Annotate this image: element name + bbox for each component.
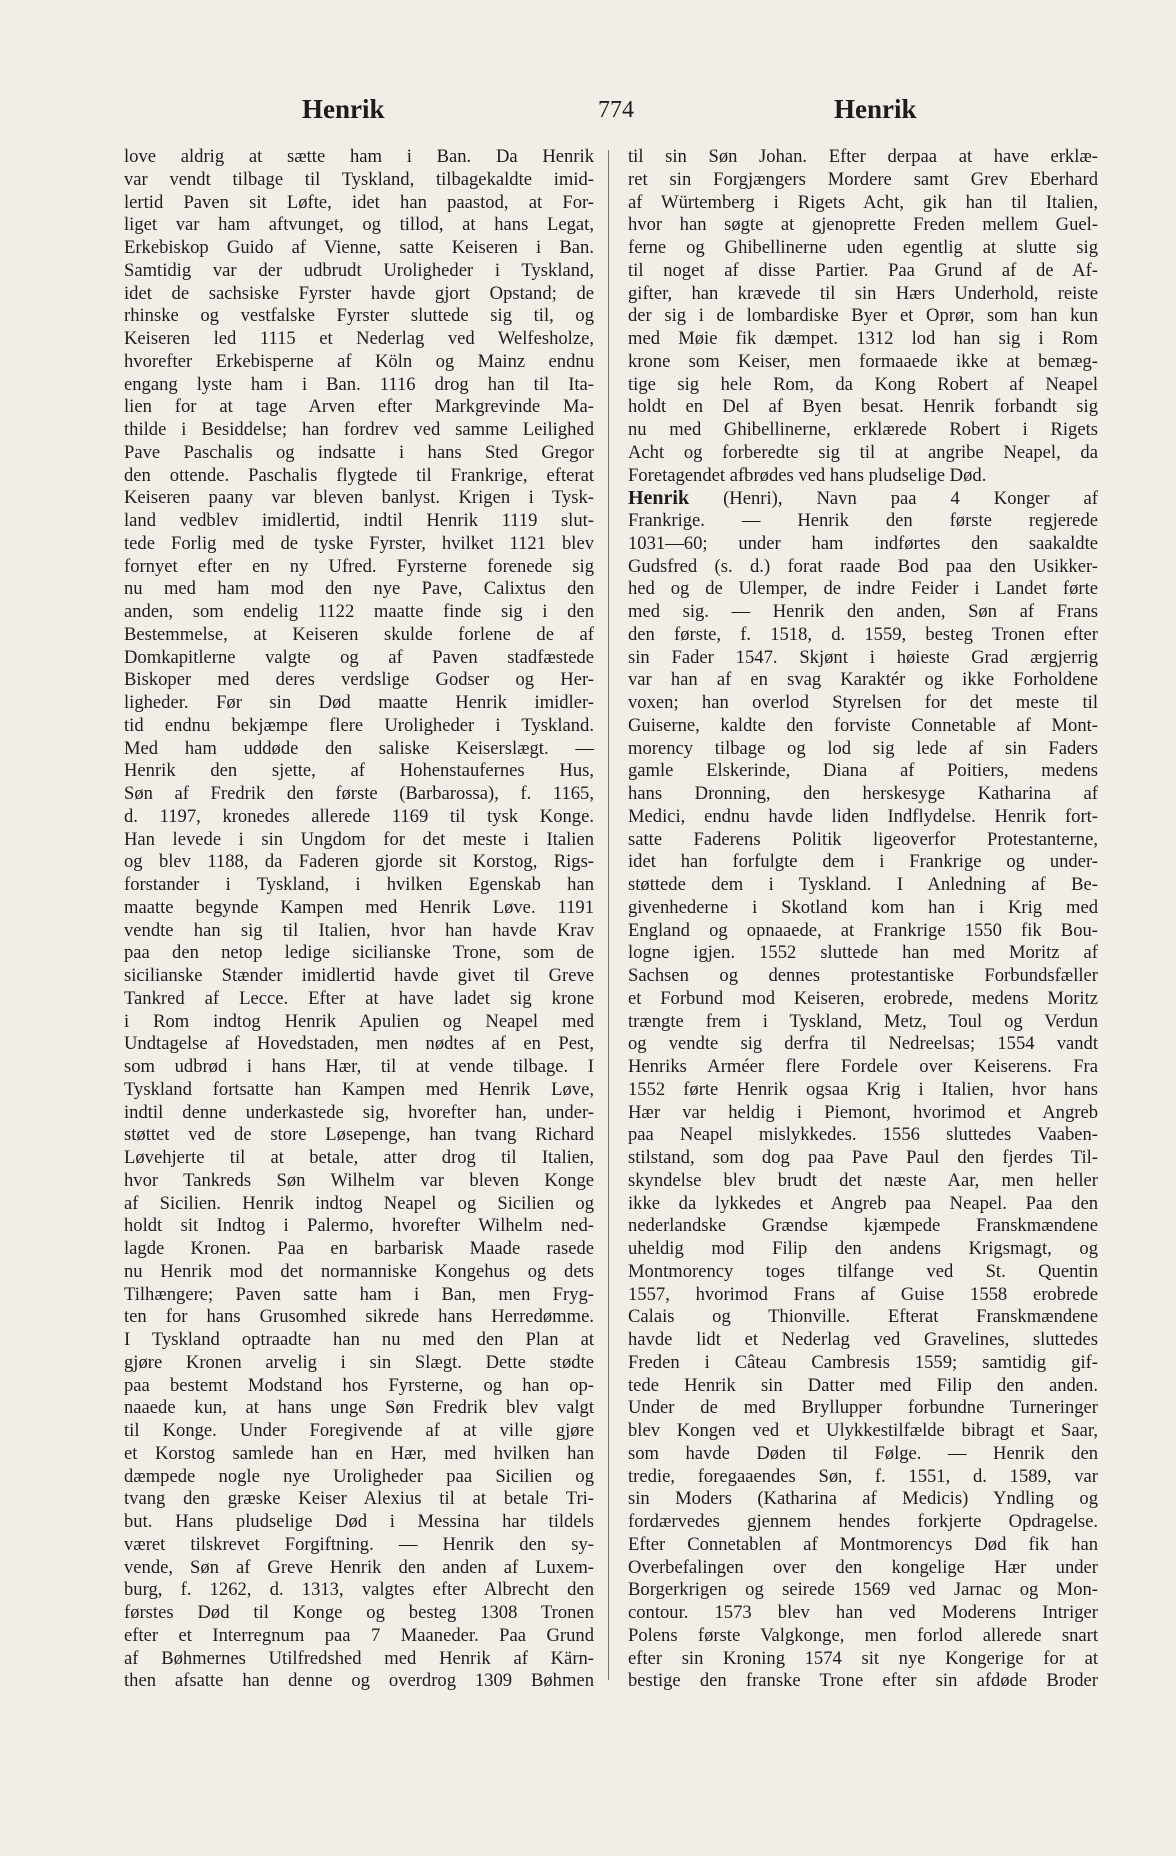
text-line: givenhederne i Skotland kom han i Krig med: [628, 896, 1098, 918]
text-line: førstes Død til Konge og besteg 1308 Tronen: [124, 1602, 594, 1623]
text-line: støttet ved de store Løsepenge, han tvang Richard: [124, 1124, 594, 1146]
text-line: Undtagelse af Hovedstaden, men nødtes af en Pest,: [124, 1033, 594, 1055]
text-line: holdt en Del af Byen besat. Henrik forbandt sig: [628, 396, 1098, 418]
text-line: et Korstog samlede han en Hær, med hvilken han: [124, 1442, 594, 1464]
text-line: I Tyskland optraadte han nu med den Plan at: [124, 1329, 594, 1350]
text-line: but. Hans pludselige Død i Messina har tildels: [124, 1511, 594, 1532]
text-line: sin Fader 1547. Skjønt i høieste Grad ærgjerrig: [628, 646, 1098, 668]
text-column-left: [124, 146, 594, 1693]
text-line: gamle Elskerinde, Diana af Poitiers, medens: [628, 760, 1098, 782]
text-line: ferne og Ghibellinerne uden egentlig at slutte sig: [628, 237, 1098, 258]
text-line: Guiserne, kaldte den forviste Connetable af Mont-: [628, 714, 1098, 736]
text-line: blev Kongen ved et Ulykkestilfælde bibragt et Saar,: [628, 1420, 1098, 1441]
text-line: paa Neapel mislykkedes. 1556 sluttedes Vaaben-: [628, 1124, 1098, 1146]
text-line: engang lyste ham i Ban. 1116 drog han til Ita-: [124, 373, 594, 395]
text-line: nu med Ghibellinerne, erklærede Robert i Rigets: [628, 419, 1098, 440]
text-line: tede Henrik sin Datter med Filip den anden.: [628, 1374, 1098, 1396]
text-line: Pave Paschalis og indsatte i hans Sted Gregor: [124, 441, 594, 463]
text-line: Efter Connetablen af Montmorencys Død fik han: [628, 1533, 1098, 1555]
text-line: lagde Kronen. Paa en barbarisk Maade rasede: [124, 1238, 594, 1259]
text-line: thilde i Besiddelse; han fordrev ved samme Leilighed: [124, 419, 594, 440]
text-line: af Sicilien. Henrik indtog Neapel og Sicilien og: [124, 1192, 594, 1214]
text-line: til sin Søn Johan. Efter derpaa at have erklæ-: [628, 146, 1098, 167]
text-line: med sig. — Henrik den anden, Søn af Frans: [628, 601, 1098, 622]
text-line: tige sig hele Rom, da Kong Robert af Neapel: [628, 373, 1098, 395]
text-line: satte Faderens Politik ligeoverfor Protestanterne,: [628, 828, 1098, 850]
text-line: og blev 1188, da Faderen gjorde sit Korstog, Rigs-: [124, 851, 594, 873]
text-line: indtil denne underkastede sig, hvorefter han, under-: [124, 1101, 594, 1123]
text-line: til Konge. Under Foregivende af at ville gjøre: [124, 1420, 594, 1441]
text-line: hans Dronning, den herskesyge Katharina af: [628, 783, 1098, 804]
text-line: Gudsfred (s. d.) forat raade Bod paa den Usikker-: [628, 555, 1098, 577]
text-line: Freden i Câteau Cambresis 1559; samtidig gif-: [628, 1351, 1098, 1373]
text-line: som udbrød i hans Hær, til at vende tilbage. I: [124, 1056, 594, 1077]
text-line: stilstand, som dog paa Pave Paul den fjerdes Til-: [628, 1147, 1098, 1168]
text-line: Calais og Thionville. Efterat Franskmændene: [628, 1306, 1098, 1328]
text-line: Borgerkrigen og seirede 1569 ved Jarnac og Mon-: [628, 1579, 1098, 1601]
text-line: idet de sachsiske Fyrster havde gjort Opstand; de: [124, 282, 594, 304]
text-line: 1557, hvorimod Frans af Guise 1558 erobrede: [628, 1283, 1098, 1305]
text-line: logne igjen. 1552 sluttede han med Moritz af: [628, 942, 1098, 964]
text-line: trængte frem i Tyskland, Metz, Toul og Verdun: [628, 1010, 1098, 1032]
text-line: 1031—60; under ham indførtes den saakaldte: [628, 532, 1098, 554]
text-line: til noget af disse Partier. Paa Grund af de Af-: [628, 259, 1098, 281]
text-column-right: [628, 146, 1098, 1693]
text-line: maatte begynde Kampen med Henrik Løve. 1191: [124, 896, 594, 918]
text-line: af Würtemberg i Rigets Acht, gik han til Italien,: [628, 191, 1098, 213]
text-line: den første, f. 1518, d. 1559, besteg Tronen efter: [628, 623, 1098, 645]
text-line: nederlandske Grændse kjæmpede Franskmændene: [628, 1215, 1098, 1237]
text-line: uheldig mod Filip den andens Krigsmagt, og: [628, 1238, 1098, 1259]
text-line: morency tilbage og lod sig lede af sin Faders: [628, 737, 1098, 759]
text-line: Polens første Valgkonge, men forlod allerede snart: [628, 1624, 1098, 1646]
text-line: bestige den franske Trone efter sin afdøde Broder: [628, 1670, 1098, 1692]
text-line: then afsatte han denne og overdrog 1309 Bøhmen: [124, 1670, 594, 1692]
text-line: lertid Paven sit Løfte, idet han paastod, at For-: [124, 191, 594, 213]
text-line: liget var ham aftvunget, og tillod, at hans Legat,: [124, 214, 594, 236]
text-line: vende, Søn af Greve Henrik den anden af Luxem-: [124, 1556, 594, 1578]
text-line: idet han forfulgte dem i Frankrige og under-: [628, 851, 1098, 873]
page-number: 774: [598, 97, 634, 123]
text-line: paa den netop ledige sicilianske Trone, som de: [124, 942, 594, 964]
text-line: lien for at tage Arven efter Markgrevinde Ma-: [124, 396, 594, 418]
text-line: land vedblev imidlertid, indtil Henrik 1119 slut-: [124, 510, 594, 531]
text-line: tvang den græske Keiser Alexius til at betale Tri-: [124, 1488, 594, 1510]
text-line: og vendte sig derfra til Nedreelsas; 1554 vandt: [628, 1033, 1098, 1055]
text-line: Acht og forberedte sig til at angribe Neapel, da: [628, 441, 1098, 463]
text-line: var han af en svag Karaktér og ikke Forholdene: [628, 669, 1098, 691]
text-line: nu med ham mod den nye Pave, Calixtus den: [124, 578, 594, 600]
text-line: Henrik den sjette, af Hohenstaufernes Hus,: [124, 760, 594, 782]
text-line: ligheder. Før sin Død maatte Henrik imidler-: [124, 692, 594, 713]
text-line: Henriks Arméer flere Fordele over Keiserens. Fra: [628, 1056, 1098, 1077]
text-line: voxen; han overlod Styrelsen for det meste til: [628, 692, 1098, 713]
text-line: tede Forlig med de tyske Fyrster, hvilket 1121 blev: [124, 532, 594, 554]
text-line: ret sin Forgjængers Mordere samt Grev Eberhard: [628, 168, 1098, 190]
text-line: tid endnu bekjæmpe flere Uroligheder i Tyskland.: [124, 714, 594, 736]
text-line: Tilhængere; Paven satte ham i Ban, men Fryg-: [124, 1283, 594, 1305]
text-line: fordærvedes gjennem hendes forkjerte Opdragelse.: [628, 1511, 1098, 1532]
text-line: naaede kun, at hans unge Søn Fredrik blev valgt: [124, 1397, 594, 1419]
text-line: været tilskrevet Forgiftning. — Henrik den sy-: [124, 1533, 594, 1555]
text-line: der sig i de lombardiske Byer et Oprør, som han kun: [628, 305, 1098, 327]
text-line: rhinske og vestfalske Fyrster sluttede sig til, og: [124, 305, 594, 327]
text-line: Domkapitlerne valgte og af Paven stadfæstede: [124, 646, 594, 668]
running-head-right: Henrik: [834, 94, 917, 124]
text-line: hed og de Ulemper, de indre Feider i Landet førte: [628, 578, 1098, 600]
text-line: ten for hans Grusomhed sikrede hans Herredømme.: [124, 1306, 594, 1328]
text-line: den ottende. Paschalis flygtede til Frankrige, efterat: [124, 464, 594, 486]
text-line: skyndelse blev brudt det næste Aar, men heller: [628, 1169, 1098, 1191]
text-line: Keiseren led 1115 et Nederlag ved Welfesholze,: [124, 328, 594, 349]
text-line: dæmpede nogle nye Uroligheder paa Sicilien og: [124, 1465, 594, 1487]
entry-headword: Henrik: [628, 487, 690, 510]
text-line: hvor han søgte at gjenoprette Freden mellem Guel-: [628, 214, 1098, 236]
text-line: med Møie fik dæmpet. 1312 lod han sig i Rom: [628, 328, 1098, 349]
text-line: nu Henrik mod det normanniske Kongehus og dets: [124, 1260, 594, 1282]
text-line: anden, som endelig 1122 maatte finde sig i den: [124, 601, 594, 622]
text-line: Under de med Bryllupper forbundne Turneringer: [628, 1397, 1098, 1419]
text-line: krone som Keiser, men formaaede ikke at bemæg-: [628, 350, 1098, 372]
text-line: Frankrige. — Henrik den første regjerede: [628, 510, 1098, 531]
text-line: Søn af Fredrik den første (Barbarossa), f. 1165,: [124, 783, 594, 804]
text-line: Sachsen og dennes protestantiske Forbundsfæller: [628, 965, 1098, 986]
text-line: gifter, han krævede til sin Hærs Underhold, reiste: [628, 282, 1098, 304]
text-line: Medici, endnu havde liden Indflydelse. Henrik fort-: [628, 805, 1098, 827]
text-line: holdt sit Indtog i Palermo, hvorefter Wilhelm ned-: [124, 1215, 594, 1237]
text-line: d. 1197, kronedes allerede 1169 til tysk Konge.: [124, 805, 594, 827]
text-line: Keiseren paany var bleven banlyst. Krigen i Tysk-: [124, 487, 594, 509]
text-line: tredie, foregaaendes Søn, f. 1551, d. 1589, var: [628, 1465, 1098, 1487]
text-line: et Forbund mod Keiseren, erobrede, medens Moritz: [628, 987, 1098, 1009]
text-line: 1552 førte Henrik ogsaa Krig i Italien, hvor hans: [628, 1078, 1098, 1100]
text-line: Montmorency toges tilfange ved St. Quentin: [628, 1260, 1098, 1282]
text-line: efter et Interregnum paa 7 Maaneder. Paa Grund: [124, 1624, 594, 1646]
text-line: støttede dem i Tyskland. I Anledning af Be-: [628, 874, 1098, 895]
text-line: havde lidt et Nederlag ved Gravelines, sluttedes: [628, 1329, 1098, 1350]
text-line: som havde Døden til Følge. — Henrik den: [628, 1442, 1098, 1464]
text-line: vendte han sig til Italien, hvor han havde Krav: [124, 919, 594, 941]
column-divider: [608, 150, 609, 1680]
entry-text: (Henri), Navn paa 4 Konger af: [689, 488, 1098, 510]
text-line: Tyskland fortsatte han Kampen med Henrik Løve,: [124, 1078, 594, 1100]
running-head-left: Henrik: [302, 94, 385, 124]
text-line: af Bøhmernes Utilfredshed med Henrik af Kärn-: [124, 1647, 594, 1669]
text-line: Overbefalingen over den kongelige Hær under: [628, 1556, 1098, 1578]
text-line: Tankred af Lecce. Efter at have ladet sig krone: [124, 987, 594, 1009]
text-line: Løvehjerte til at betale, atter drog til Italien,: [124, 1147, 594, 1168]
text-line: hvor Tankreds Søn Wilhelm var bleven Konge: [124, 1169, 594, 1191]
text-line: ikke da lykkedes et Angreb paa Neapel. Paa den: [628, 1192, 1098, 1214]
text-line: Foretagendet afbrødes ved hans pludselige Død.: [628, 464, 987, 486]
text-line: paa bestemt Modstand hos Fyrsterne, og han op-: [124, 1374, 594, 1396]
text-line: Samtidig var der udbrudt Uroligheder i Tyskland,: [124, 259, 594, 281]
text-line: i Rom indtog Henrik Apulien og Neapel med: [124, 1010, 594, 1032]
text-line: gjøre Kronen arvelig i sin Slægt. Dette stødte: [124, 1351, 594, 1373]
text-line: contour. 1573 blev han ved Moderens Intriger: [628, 1602, 1098, 1623]
text-line: var vendt tilbage til Tyskland, tilbagekaldte imid-: [124, 168, 594, 190]
text-line: Han levede i sin Ungdom for det meste i Italien: [124, 828, 594, 850]
text-line: forstander i Tyskland, i hvilken Egenskab han: [124, 874, 594, 895]
text-line: Med ham uddøde den saliske Keiserslægt. —: [124, 737, 594, 759]
text-line: fornyet efter en ny Ufred. Fyrsterne forenede sig: [124, 555, 594, 577]
text-line: sicilianske Stænder imidlertid havde givet til Greve: [124, 965, 594, 986]
text-line: Biskoper med deres verdslige Godser og Her-: [124, 669, 594, 691]
text-line: sin Moders (Katharina af Medicis) Yndling og: [628, 1488, 1098, 1510]
text-line: love aldrig at sætte ham i Ban. Da Henrik: [124, 146, 594, 167]
text-line: [628, 487, 1098, 510]
text-line: England og opnaaede, at Frankrige 1550 fik Bou-: [628, 919, 1098, 941]
text-line: burg, f. 1262, d. 1313, valgtes efter Albrecht den: [124, 1579, 594, 1601]
text-line: hvorefter Erkebisperne af Köln og Mainz endnu: [124, 350, 594, 372]
text-line: efter sin Kroning 1574 sit nye Kongerige for at: [628, 1647, 1098, 1669]
text-line: Bestemmelse, at Keiseren skulde forlene de af: [124, 623, 594, 645]
text-line: Hær var heldig i Piemont, hvorimod et Angreb: [628, 1101, 1098, 1123]
text-line: Erkebiskop Guido af Vienne, satte Keiseren i Ban.: [124, 237, 594, 258]
